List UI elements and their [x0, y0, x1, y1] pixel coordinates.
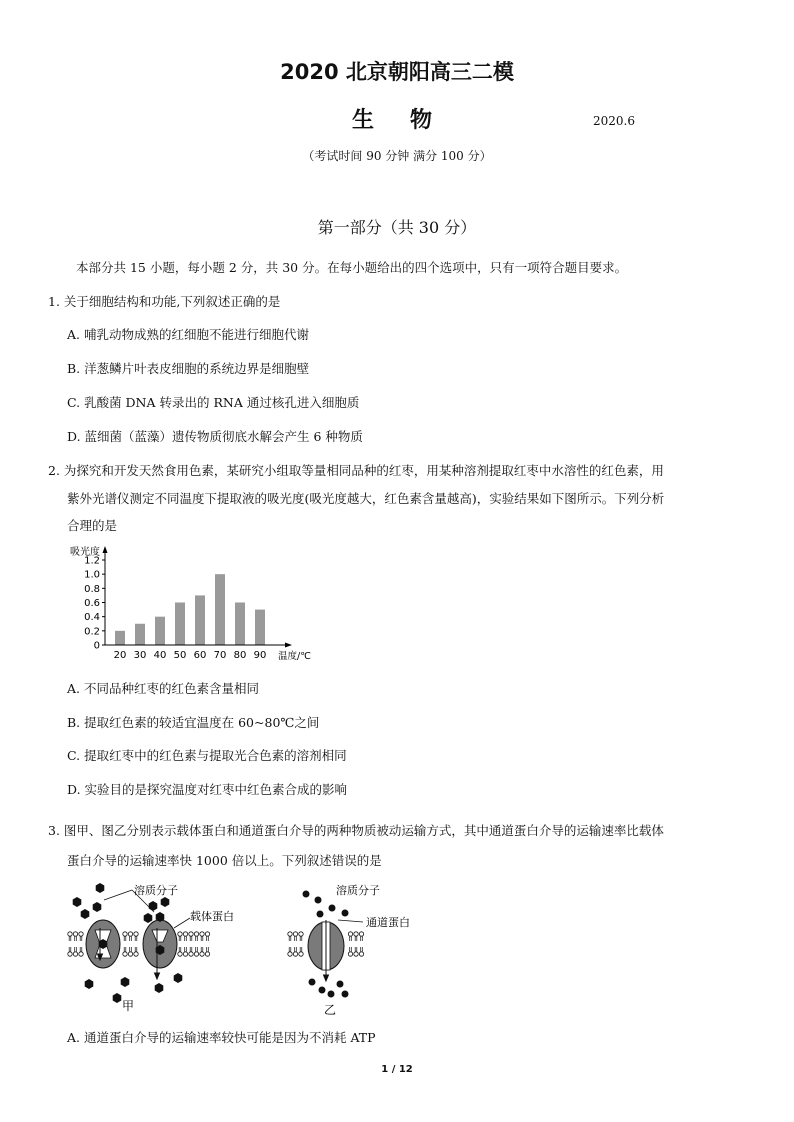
label-solute-yi: 溶质分子	[336, 884, 380, 897]
q3-stem-line2: 蛋白介导的运输速率快 1000 倍以上。下列叙述错误的是	[67, 853, 382, 868]
subject-heading: 生物	[352, 108, 469, 133]
q2-option-a: A. 不同品种红枣的红色素含量相同	[67, 681, 259, 696]
chart-ytick-label: 0.6	[84, 598, 100, 609]
q2-stem-line3: 合理的是	[67, 518, 118, 533]
chart-bar-20	[115, 631, 125, 645]
chart-ytick-label: 1.2	[84, 555, 100, 567]
chart-y-arrow	[103, 546, 108, 553]
q1-option-d: D. 蓝细菌（蓝藻）遗传物质彻底水解会产生 6 种物质	[67, 429, 363, 444]
q2-stem-line1: 2. 为探究和开发天然食用色素，某研究小组取等量相同品种的红枣，用某种溶剂提取红枣中水溶性的红色素，用	[48, 463, 664, 478]
absorbance-chart	[60, 540, 320, 665]
exam-date: 2020.6	[593, 114, 635, 128]
label-carrier-protein: 载体蛋白	[190, 910, 234, 923]
chart-xtick-label: 50	[173, 650, 187, 661]
label-jia: 甲	[122, 999, 135, 1013]
carrier-protein-2	[143, 920, 177, 968]
q2-option-d: D. 实验目的是探究温度对红枣中红色素合成的影响	[67, 782, 348, 797]
chart-bar-80	[235, 603, 245, 646]
q1-option-a: A. 哺乳动物成熟的红细胞不能进行细胞代谢	[67, 327, 309, 342]
q2-option-c: C. 提取红枣中的红色素与提取光合色素的溶剂相同	[67, 748, 347, 763]
chart-xtick-label: 20	[113, 650, 127, 661]
chart-bar-50	[175, 603, 185, 646]
chart-bar-30	[135, 624, 145, 645]
exam-note: （考试时间 90 分钟 满分 100 分）	[302, 149, 492, 163]
q1-stem: 1. 关于细胞结构和功能,下列叙述正确的是	[48, 294, 281, 309]
q3-option-a: A. 通道蛋白介导的运输速率较快可能是因为不消耗 ATP	[67, 1030, 376, 1045]
q2-option-b: B. 提取红色素的较适宜温度在 60~80℃之间	[67, 715, 320, 730]
chart-bar-60	[195, 595, 205, 645]
section-instructions: 本部分共 15 小题，每小题 2 分，共 30 分。在每小题给出的四个选项中，只有一项符合题目要求。	[76, 260, 628, 275]
chart-bar-70	[215, 574, 225, 645]
chart-xtick-label: 40	[153, 650, 167, 661]
chart-xtick-label: 60	[193, 650, 207, 661]
chart-ytick-label: 0.8	[84, 583, 100, 595]
label-leaders-yi	[338, 920, 363, 922]
label-channel-protein: 通道蛋白	[366, 916, 410, 929]
chart-bar-90	[255, 610, 265, 645]
chart-xtick-label: 80	[233, 650, 247, 661]
q1-option-b: B. 洋葱鳞片叶表皮细胞的系统边界是细胞壁	[67, 361, 310, 376]
chart-xtick-label: 70	[213, 650, 227, 661]
chart-xtick-label: 30	[133, 650, 147, 661]
chart-ytick-label: 0	[93, 640, 100, 652]
label-yi: 乙	[324, 1003, 337, 1017]
chart-ylabel: 吸光度	[70, 547, 100, 558]
section-title: 第一部分（共 30 分）	[317, 218, 477, 237]
chart-x-arrow	[285, 643, 292, 648]
label-solute-jia: 溶质分子	[134, 884, 178, 897]
chart-bar-40	[155, 617, 165, 645]
q2-stem-line2: 紫外光谱仪测定不同温度下提取液的吸光度(吸光度越大，红色素含量越高)，实验结果如下图所示。下列分析	[67, 491, 665, 506]
chart-xtick-label: 90	[253, 650, 267, 661]
q3-stem-line1: 3. 图甲、图乙分别表示载体蛋白和通道蛋白介导的两种物质被动运输方式，其中通道蛋白介导的运输速率比载体	[48, 823, 664, 838]
chart-xlabel: 温度/℃	[278, 651, 311, 662]
q1-option-c: C. 乳酸菌 DNA 转录出的 RNA 通过核孔进入细胞质	[67, 395, 360, 410]
transport-figure	[60, 872, 410, 1020]
chart-ytick-label: 0.4	[84, 612, 100, 624]
chart-ytick-label: 0.2	[84, 626, 100, 638]
chart-ytick-label: 1.0	[84, 569, 100, 581]
exam-title: 2020 北京朝阳高三二模	[280, 60, 514, 84]
page-number: 1 / 12	[381, 1064, 413, 1075]
carrier-protein-1	[86, 920, 120, 968]
